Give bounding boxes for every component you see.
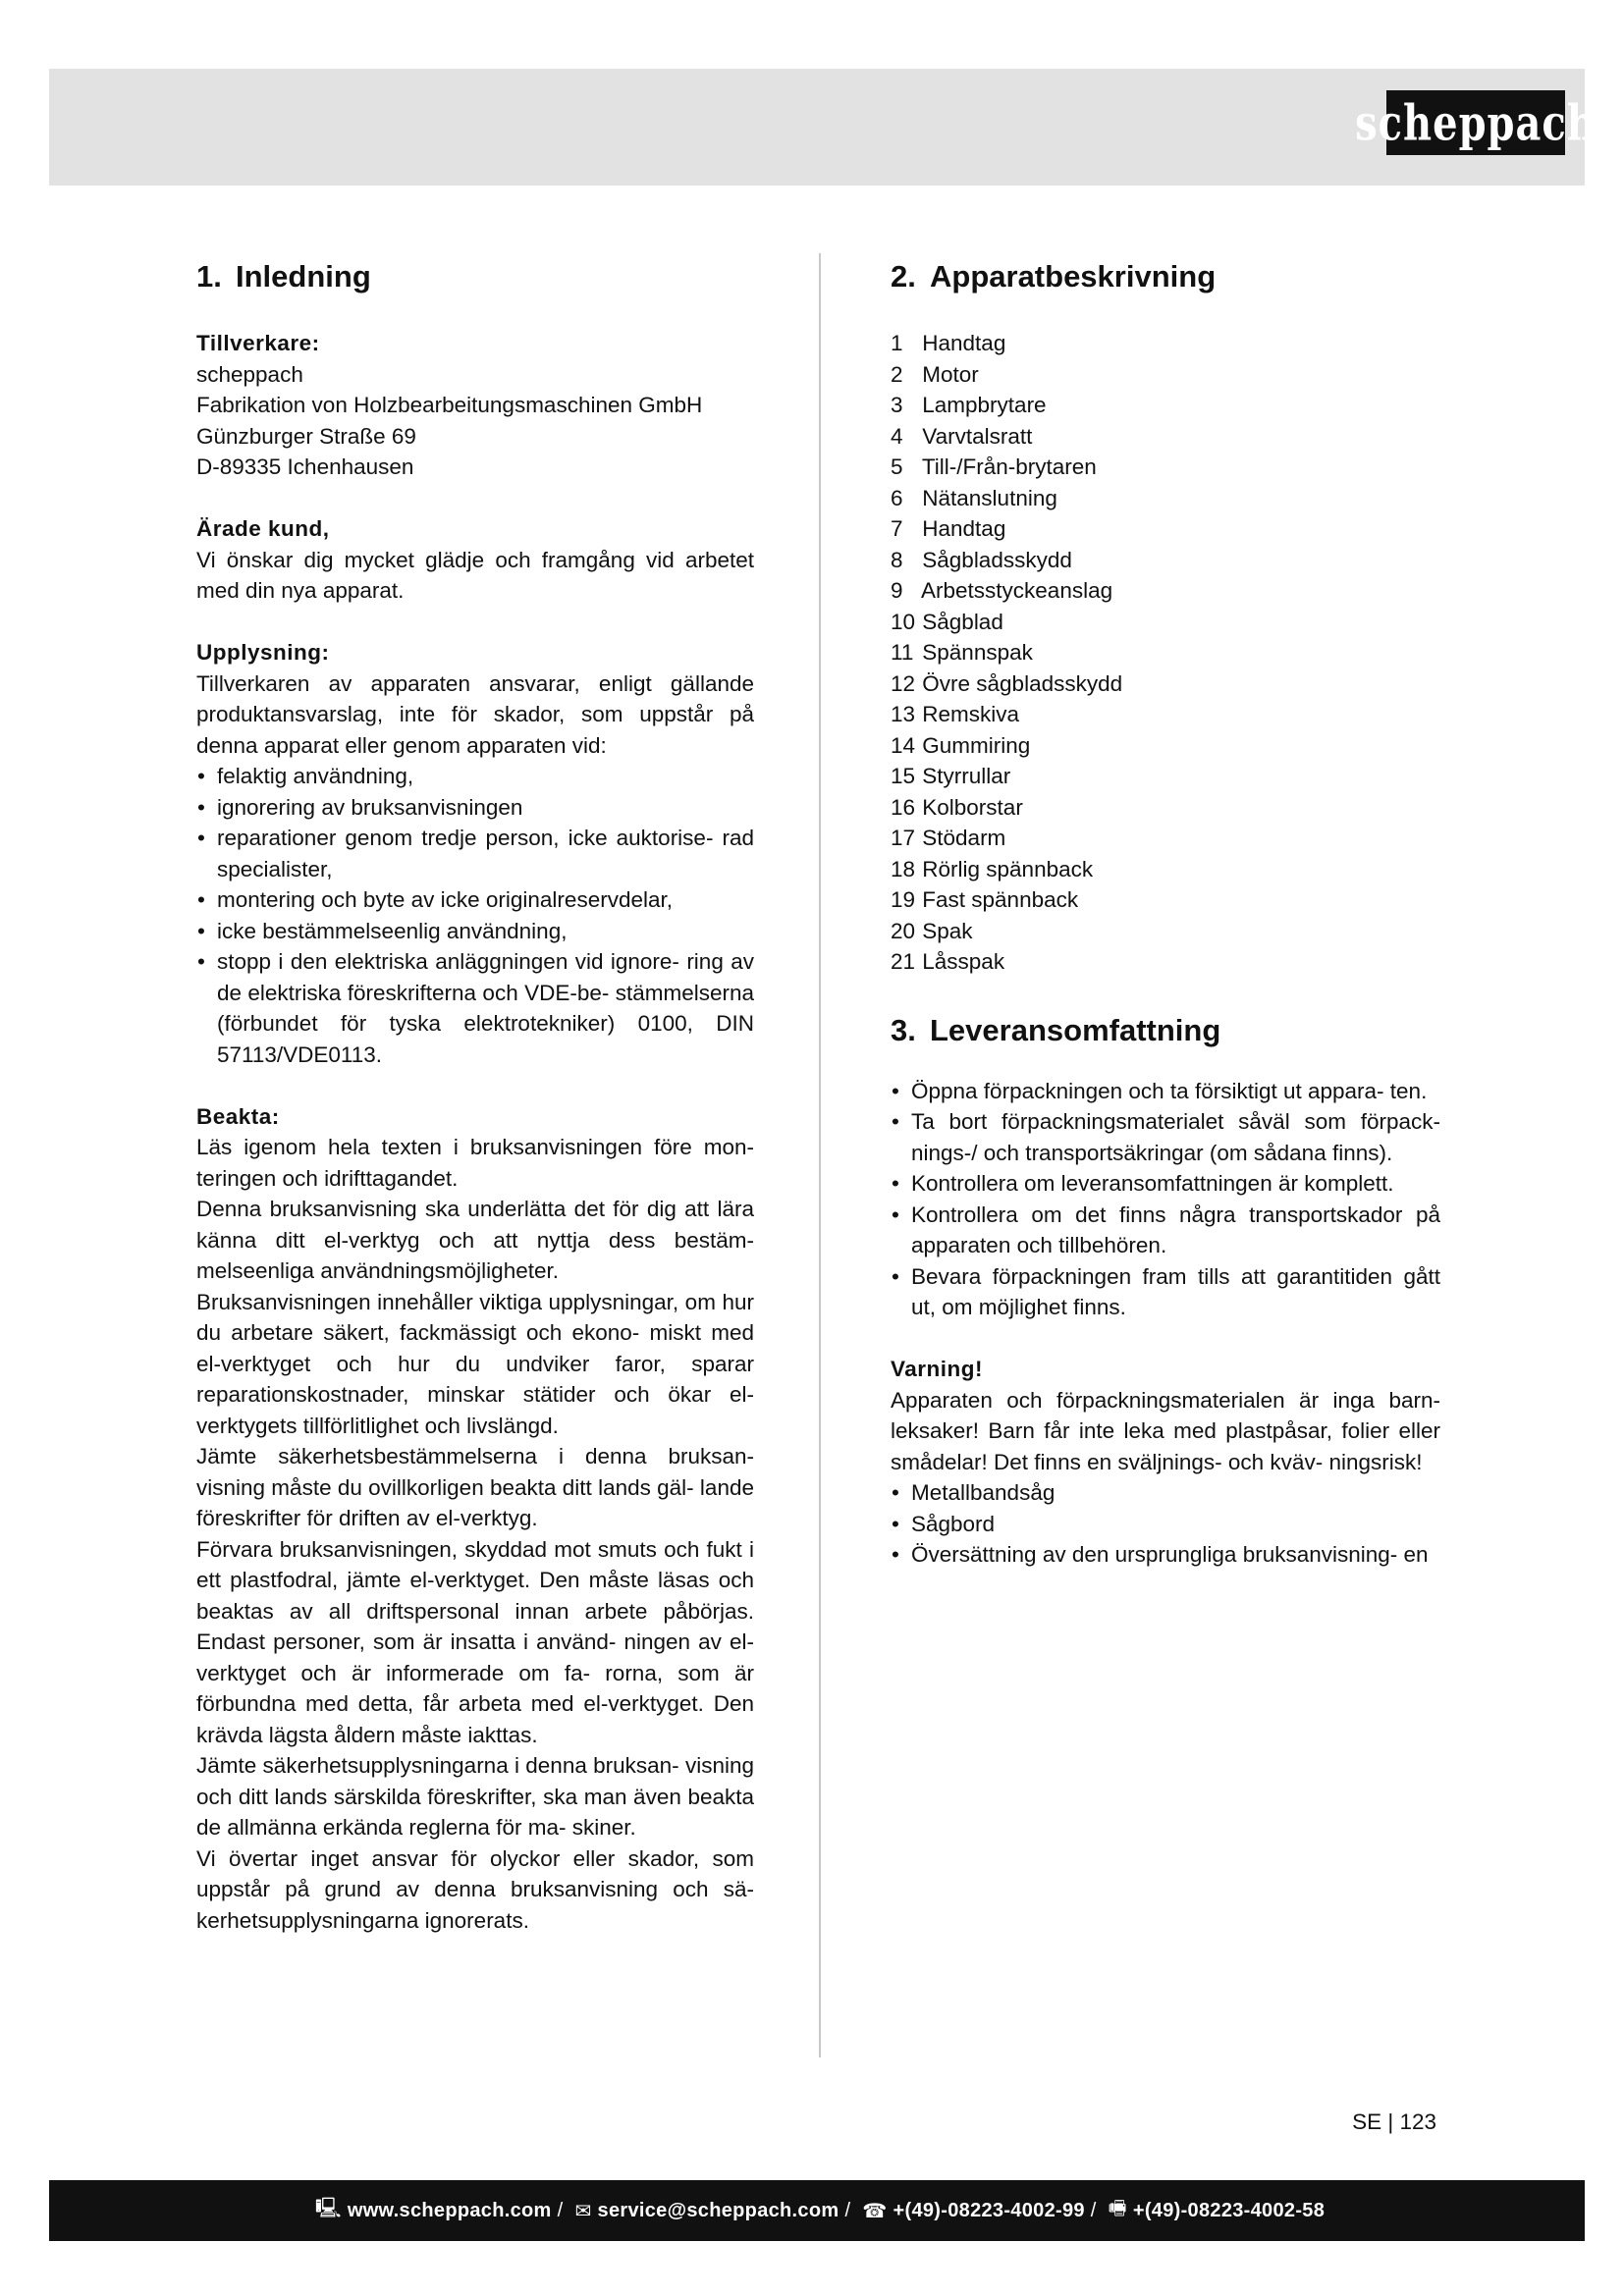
part-item: 10 Sågblad [891,609,1003,634]
list-item: • reparationer genom tredje person, icke auktorise- rad specialister, [196,823,754,884]
part-item: 1 Handtag [891,331,1006,355]
part-item: 17 Stödarm [891,826,1006,850]
list-item: • Kontrollera om det finns några transportskador på apparaten och tillbehören. [891,1200,1440,1261]
note-paragraph: Jämte säkerhetsbestämmelserna i denna bruksan- visning måste du ovillkorligen beakta ditt lands gäl- lande föreskrifter för driften av el-verktyg. [196,1444,754,1530]
footer-fax: +(49)-08223-4002-58 [1132,2199,1326,2221]
note-block [196,1101,754,1937]
warning-block [891,1354,1440,1571]
part-item: 6 Nätanslutning [891,485,1057,510]
section-2-heading: 2. Apparatbeskrivning [891,259,1217,294]
list-item: • Metallbandsåg [891,1477,1440,1509]
left-column [196,253,754,1936]
right-column [891,253,1440,1571]
scheppach-logo: scheppach [1386,90,1565,155]
note-paragraph: Bruksanvisningen innehåller viktiga upplysningar, om hur du arbetare säkert, fackmässigt och ekono- miskt med el-verktyget och hur du undviker faror, sparar reparationskostnader, minskar stätider och ökar el-verktygets tillförlitlighet och livslängd. [196,1289,754,1438]
list-item: • felaktig användning, [196,761,754,792]
section-3-heading: 3. Leveransomfattning [891,1012,1221,1047]
footer-web: www.scheppach.com [347,2199,552,2221]
footer-email: service@scheppach.com [597,2199,839,2221]
mail-icon: ✉ [574,2200,592,2222]
list-item: • icke bestämmelseenlig användning, [196,916,754,947]
customer-label: Ärade kund, [196,516,330,541]
part-item: 13 Remskiva [891,702,1020,726]
separator: / [1090,2199,1097,2221]
manufacturer-line: Fabrikation von Holzbearbeitungsmaschinen GmbH [196,393,703,417]
manufacturer-line: scheppach [196,361,303,387]
part-item: 11 Spännspak [891,640,1033,665]
part-item: 4 Varvtalsratt [891,423,1033,449]
list-item: • stopp i den elektriska anläggningen vid ignore- ring av de elektriska föreskrifterna och VDE-be- stämmelserna (förbundet för tyska elektrotekniker) 0100, DIN 57113/VDE0113. [196,946,754,1070]
part-item: 7 Handtag [891,516,1006,541]
list-item: • Översättning av den ursprungliga bruksanvisning- en [891,1539,1440,1571]
part-item: 19 Fast spännback [891,887,1079,912]
monitor-icon: 🖳 [314,2198,342,2219]
info-block [196,637,754,1070]
list-item: • Öppna förpackningen och ta försiktigt ut appara- ten. [891,1076,1440,1107]
section-3 [891,1007,1440,1571]
list-item: • Ta bort förpackningsmaterialet såväl som förpack- nings-/ och transportsäkringar (om sådana finns). [891,1106,1440,1168]
footer-phone: +(49)-08223-4002-99 [893,2199,1085,2221]
part-item: 18 Rörlig spännback [891,856,1094,881]
warning-text: Apparaten och förpackningsmaterialen är inga barn- leksaker! Barn får inte leka med plastpåsar, folier eller smådelar! Det finns en sväljnings- och kväv- ningsrisk! [891,1387,1440,1474]
fax-icon: 🖷 [1108,2198,1127,2219]
info-label: Upplysning: [196,640,330,665]
info-list [196,761,754,1070]
page-number: SE | 123 [1352,2109,1436,2134]
customer-block [196,513,754,607]
footer-bar [49,2180,1585,2241]
header-band [49,69,1597,186]
list-item: • Bevara förpackningen fram tills att garantitiden gått ut, om möjlighet finns. [891,1261,1440,1323]
section-1-heading: 1. Inledning [196,259,371,294]
warning-label: Varning! [891,1357,984,1381]
part-item: 2 Motor [891,361,979,387]
manufacturer-line: D-89335 Ichenhausen [196,454,414,479]
delivery-list [891,1076,1440,1323]
note-paragraph: Förvara bruksanvisningen, skyddad mot smuts och fukt i ett plastfodral, jämte el-verktyget. Den måste läsas och beaktas av all driftspersonal innan arbete påbörjas. Endast personer, som är insatta i använd- ningen av el-verktyget och är informerade om fa- rorna, som är förbundna med detta, får arbeta med el-verktyget. Den krävda lägsta åldern måste iakttas. [196,1536,754,1747]
note-paragraph: Läs igenom hela texten i bruksanvisningen före mon- teringen och idrifttagandet. [196,1135,754,1191]
phone-icon: ☎ [862,2200,888,2222]
list-item: • Kontrollera om leveransomfattningen är komplett. [891,1168,1440,1200]
note-paragraph: Denna bruksanvisning ska underlätta det för dig att lära känna ditt el-verktyg och att nyttja dess bestäm- melseenliga användningsmöjligheter. [196,1197,754,1283]
part-item: 9 Arbetsstyckeanslag [891,578,1113,603]
parts-list [891,328,1440,978]
note-paragraph: Vi övertar inget ansvar för olyckor eller skador, som uppstår på grund av denna bruksanvisning och sä- kerhetsupplysningarna ignorerats. [196,1845,754,1933]
manufacturer-block [196,328,754,483]
info-text: Tillverkaren av apparaten ansvarar, enligt gällande produktansvarslag, inte för skador, som uppstår på denna apparat eller genom apparaten vid: [196,670,754,758]
column-divider [819,253,821,2057]
part-item: 3 Lampbrytare [891,393,1047,417]
part-item: 20 Spak [891,918,973,943]
separator: / [844,2199,851,2221]
separator: / [557,2199,564,2221]
customer-text: Vi önskar dig mycket glädje och framgång vid arbetet med din nya apparat. [196,547,754,603]
part-item: 21 Låsspak [891,949,1005,974]
list-item: • montering och byte av icke originalreservdelar, [196,884,754,916]
note-label: Beakta: [196,1103,280,1129]
part-item: 12 Övre sågbladsskydd [891,670,1123,696]
part-item: 14 Gummiring [891,732,1031,758]
note-paragraph: Jämte säkerhetsupplysningarna i denna bruksan- visning och ditt lands särskilda föreskrifter, ska man även beakta de allmänna erkända reglerna för ma- skiner. [196,1753,754,1840]
included-list [891,1477,1440,1571]
part-item: 15 Styrrullar [891,764,1011,788]
part-item: 5 Till-/Från-brytaren [891,454,1097,479]
manufacturer-line: Günzburger Straße 69 [196,423,416,449]
part-item: 8 Sågbladsskydd [891,547,1072,572]
list-item: • ignorering av bruksanvisningen [196,792,754,824]
manufacturer-label: Tillverkare: [196,331,320,355]
part-item: 16 Kolborstar [891,794,1023,820]
list-item: • Sågbord [891,1509,1440,1540]
